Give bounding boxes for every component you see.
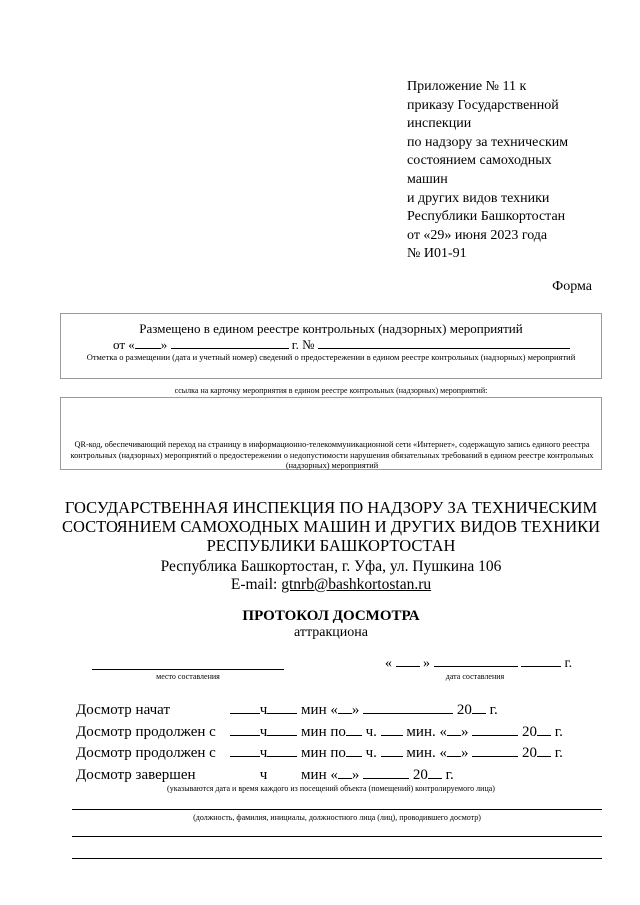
appendix-line: состоянием самоходных [407,153,552,169]
row-started-label: Досмотр начат [76,702,170,718]
registry-title: Размещено в едином реестре контрольных (надзорных) мероприятий [139,321,523,336]
appendix-line: от «29» июня 2023 года [407,227,548,243]
row-finished-label: Досмотр завершен [76,767,196,783]
appendix-header [407,78,607,264]
registry-year-number: г. № [291,337,315,352]
time-caption: (указываются дата и время каждого из посещений объекта (помещений) контролируемого лица) [167,784,495,793]
protocol-title: ПРОТОКОЛ ДОСМОТРА [242,608,420,624]
place-field[interactable] [92,669,284,670]
row-continued-1-label: Досмотр продолжен с [76,724,216,740]
date-field[interactable] [385,656,572,672]
row-finished: Досмотр завершен ч мин « » 20 г. [76,767,454,783]
appendix-line: Приложение № 11 к [407,79,527,94]
row-started: Досмотр начат ч мин « » 20 г. [76,702,498,718]
appendix-line: по надзору за техническим [407,134,569,150]
appendix-line: и других видов техники [407,190,550,206]
row-continued-2-label: Досмотр продолжен с [76,745,216,761]
place-caption: место составления [156,672,220,681]
official-caption: (должность, фамилия, инициалы, должностного лица (лиц), проводившего досмотр) [193,813,481,822]
registry-from-prefix: от « [113,337,135,352]
row-continued-1: Досмотр продолжен с ч мин по ч. мин. « » 20 г. [76,724,563,740]
link-caption: ссылка на карточку мероприятия в едином реестре контрольных (надзорных) мероприятий: [174,386,488,395]
protocol-subtitle: аттракциона [294,625,368,640]
row-continued-2: Досмотр продолжен с ч мин по ч. мин. « » 20 г. [76,745,563,761]
appendix-line: № И01-91 [407,246,467,262]
qr-description: QR-код, обеспечивающий переход на страницу в информационно-телекоммуникационной сети «Интернет», содержащую запись единого реестра контрольных (надзорных) мероприятий о предостережении о недопустимости нарушения обязательных требований в едином реестре контрольных (надзорных) мероприятий [70,440,594,470]
appendix-line: приказу Государственной [407,97,559,113]
registry-note: Отметка о размещении (дата и учетный номер) сведений о предостережении в едином реестре контрольных (надзорных) мероприятий [86,352,576,362]
form-label: Форма [552,279,592,294]
official-line-1[interactable] [72,809,602,810]
email-label: E-mail: [230,576,282,593]
inspection-heading: ГОСУДАРСТВЕННАЯ ИНСПЕКЦИЯ ПО НАДЗОРУ ЗА ТЕХНИЧЕСКИМ СОСТОЯНИЕМ САМОХОДНЫХ МАШИН И ДРУГИХ ВИДОВ ТЕХНИКИ РЕСПУБЛИКИ БАШКОРТОСТАН [61,498,601,555]
address: Республика Башкортостан, г. Уфа, ул. Пушкина 106 [160,558,502,575]
qr-box [60,397,602,470]
date-year: г. [564,656,573,671]
date-close-quote: » [423,656,430,671]
registry-box [60,313,602,379]
email-line [60,576,602,594]
official-line-3[interactable] [72,858,602,859]
appendix-line: машин [407,171,448,187]
date-open-quote: « [385,656,392,671]
appendix-line: инспекции [407,116,472,132]
registry-date-line [113,337,570,353]
address-block [60,558,602,594]
date-caption: дата составления [445,672,505,681]
email-link[interactable]: gtnrb@bashkortostan.ru [281,576,432,593]
appendix-line: Республики Башкортостан [407,209,566,225]
official-line-2[interactable] [72,836,602,837]
registry-from-close: » [160,337,168,352]
